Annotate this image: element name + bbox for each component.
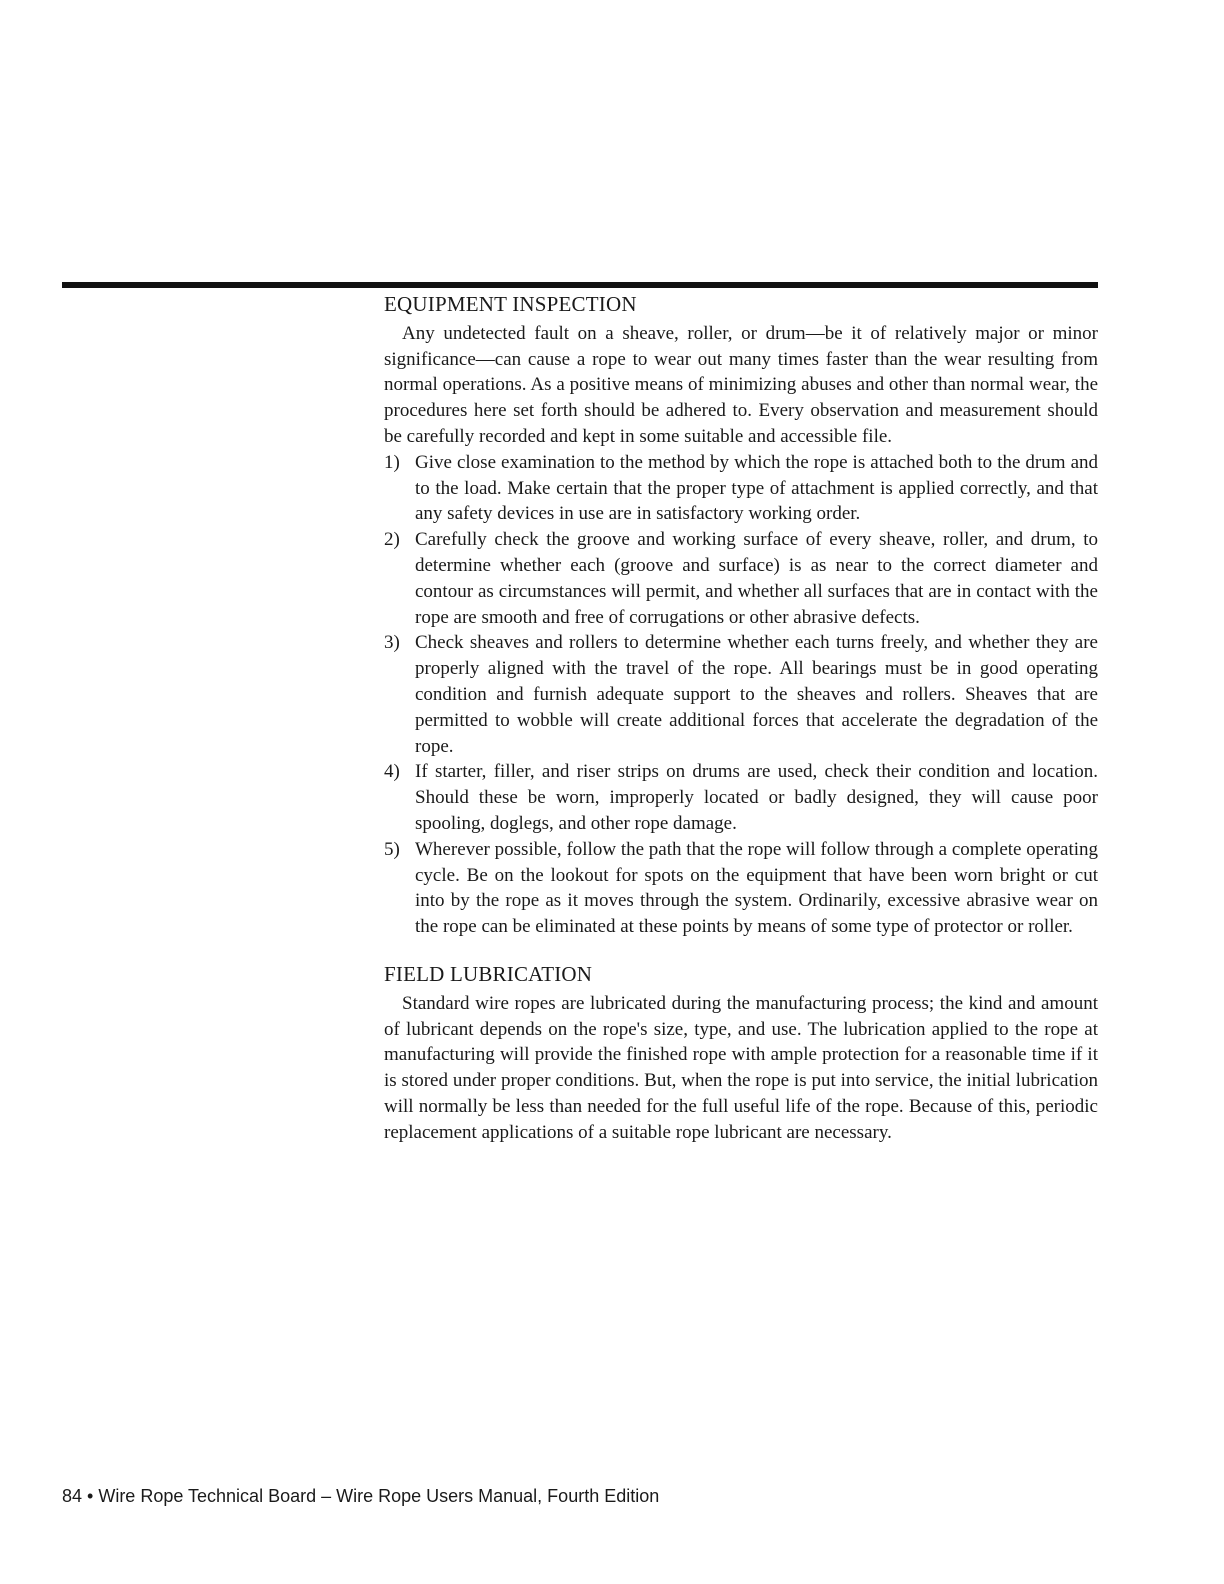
field-lubrication-body: Standard wire ropes are lubricated during the manufacturing process; the kind and amount of lubricant depends on the rope's size, type, and use. The lubrication applied to the rope at manufacturing will provide the finished rope with ample protection for a reasonable time if it is stored under proper conditions. But, when the rope is put into service, the initial lubrication will normally be less than needed for the full useful life of the rope. Because of this, periodic replacement applications of a suitable rope lubricant are necessary. xyxy=(384,992,1098,1143)
list-item xyxy=(384,837,1098,940)
list-item-text: Wherever possible, follow the path that the rope will follow through a complete operating cycle. Be on the lookout for spots on the equipment that have been worn bright or cut into by the rope as it moves through the system. Ordinarily, excessive abrasive wear on the rope can be eliminated at these points by means of some type of protector or roller. xyxy=(415,838,1098,938)
main-content xyxy=(384,292,1098,1146)
section-heading-field-lubrication: FIELD LUBRICATION xyxy=(384,961,593,986)
equipment-inspection-section xyxy=(384,292,1098,940)
list-item xyxy=(384,450,1098,527)
list-item-text: Give close examination to the method by which the rope is attached both to the drum and to the load. Make certain that the proper type of attachment is applied correctly, and that any safety devices in use are in satisfactory working order. xyxy=(415,451,1098,525)
list-item-text: If starter, filler, and riser strips on drums are used, check their condition and location. Should these be worn, improperly located or badly designed, they will cause poor spooling, doglegs, and other rope damage. xyxy=(415,761,1098,834)
list-item-text: Check sheaves and rollers to determine whether each turns freely, and whether they are properly aligned with the travel of the rope. All bearings must be in good operating condition and furnish adequate support to the sheaves and rollers. Sheaves that are permitted to wobble will create additional forces that accelerate the degradation of the rope. xyxy=(415,632,1098,757)
list-item-number: 2) xyxy=(384,529,400,551)
section-spacer xyxy=(384,940,1098,962)
list-item-number: 4) xyxy=(384,761,400,783)
list-item-number: 3) xyxy=(384,632,400,654)
section-heading-equipment-inspection: EQUIPMENT INSPECTION xyxy=(384,292,637,316)
section-divider-rule xyxy=(62,282,1098,288)
list-item xyxy=(384,527,1098,630)
list-item xyxy=(384,759,1098,836)
field-lubrication-section xyxy=(384,962,1098,1146)
list-item-number: 5) xyxy=(384,838,400,860)
list-item xyxy=(384,630,1098,759)
page-footer: 84 • Wire Rope Technical Board – Wire Rope Users Manual, Fourth Edition xyxy=(62,1486,660,1506)
inspection-procedure-list xyxy=(384,450,1098,940)
list-item-text: Carefully check the groove and working surface of every sheave, roller, and drum, to determine whether each (groove and surface) is as near to the correct diameter and contour as circumstances will permit, and whether all surfaces that are in contact with the rope are smooth and free of corrugations or other abrasive defects. xyxy=(415,529,1098,628)
equipment-inspection-intro: Any undetected fault on a sheave, roller, or drum—be it of relatively major or minor significance—can cause a rope to wear out many times faster than the wear resulting from normal operations. As a positive means of minimizing abuses and other than normal wear, the procedures here set forth should be adhered to. Every observation and measurement should be carefully recorded and kept in some suitable and accessible file. xyxy=(384,322,1098,447)
list-item-number: 1) xyxy=(384,451,400,473)
